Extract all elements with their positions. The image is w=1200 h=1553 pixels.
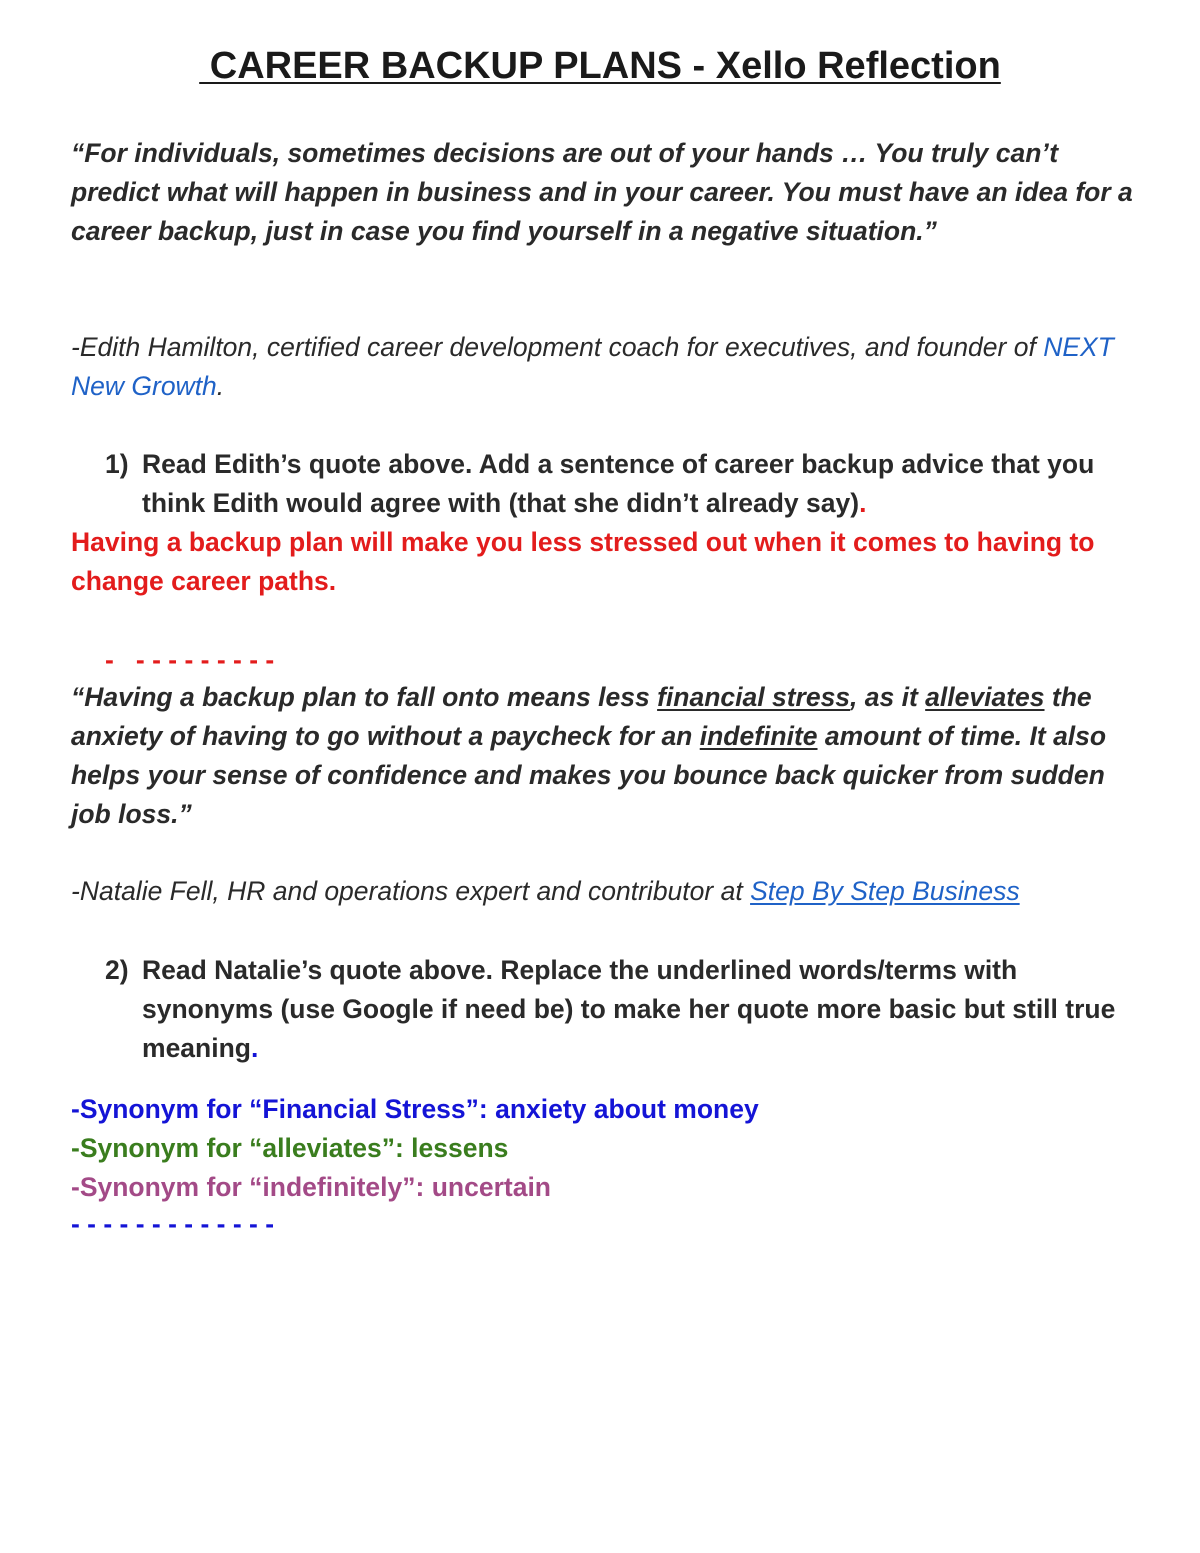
fell-quote: [71, 678, 1141, 834]
separator-blue: - - - - - - - - - - - - -: [71, 1209, 275, 1239]
synonym-financial-stress: -Synonym for “Financial Stress”: anxiety about money: [71, 1094, 759, 1124]
underlined-term-financial-stress: financial stress: [657, 682, 851, 712]
fell-quote-part-3: the anxiety of having to go without a paycheck for an: [71, 682, 1092, 751]
underlined-term-indefinite: indefinite: [699, 721, 818, 751]
question-2-number: 2): [105, 955, 129, 985]
answer-1: Having a backup plan will make you less stressed out when it comes to having to change career paths.: [71, 527, 1095, 596]
question-2-text: Read Natalie’s quote above. Replace the underlined words/terms with synonyms (use Google if need be) to make her quote more basic but still true meaning: [142, 955, 1116, 1063]
step-by-step-business-link[interactable]: Step By Step Business: [750, 876, 1020, 906]
question-1-text: Read Edith’s quote above. Add a sentence of career backup advice that you think Edith would agree with (that she didn’t already say): [142, 449, 1095, 518]
fell-attribution: [71, 872, 1141, 911]
next-new-growth-link[interactable]: NEXT New Growth: [71, 332, 1114, 401]
fell-quote-part-1: “Having a backup plan to fall onto means less: [71, 682, 658, 712]
fell-quote-part-4: amount of time. It also helps your sense of confidence and makes you bounce back quicker from sudden job loss.”: [71, 721, 1107, 829]
question-1-end: .: [859, 488, 867, 518]
separator-red: - - - - - - - - - -: [105, 645, 275, 675]
question-1-number: 1): [105, 449, 129, 479]
page-title: CAREER BACKUP PLANS - Xello Reflection: [199, 45, 1001, 87]
hamilton-attribution-end: .: [216, 371, 225, 401]
hamilton-attribution-text: -Edith Hamilton, certified career development coach for executives, and founder of: [71, 332, 1044, 362]
synonym-alleviates: -Synonym for “alleviates”: lessens: [71, 1133, 509, 1163]
underlined-term-alleviates: alleviates: [925, 682, 1045, 712]
question-2: [105, 951, 1150, 1068]
fell-attribution-text: -Natalie Fell, HR and operations expert and contributor at: [71, 876, 751, 906]
synonym-indefinitely: -Synonym for “indefinitely”: uncertain: [71, 1172, 551, 1202]
question-1: [105, 445, 1150, 523]
question-2-end: .: [250, 1033, 259, 1063]
fell-quote-part-2: , as it: [850, 682, 926, 712]
hamilton-quote: “For individuals, sometimes decisions are out of your hands … You truly can’t predict what will happen in business and in your career. You must have an idea for a career backup, just in case you find yourself in a negative situation.”: [71, 138, 1133, 246]
hamilton-attribution: [71, 328, 1141, 406]
